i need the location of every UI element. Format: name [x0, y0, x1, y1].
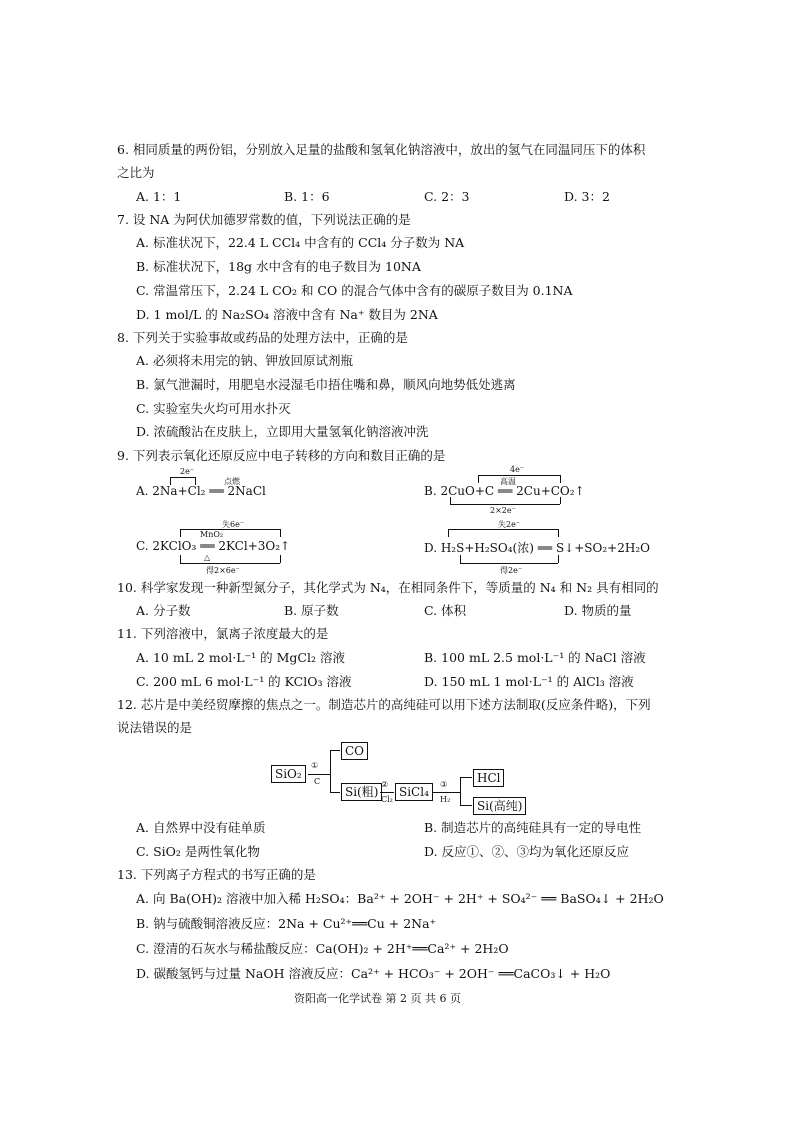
q6-option-d: D. 3：2: [564, 189, 610, 204]
q12-option-c: C. SiO₂ 是两性氧化物: [136, 844, 260, 859]
q9b-bottom-arrow: [450, 504, 560, 505]
q6-stem-line1: 6. 相同质量的两份铝，分别放入足量的盐酸和氢氧化钠溶液中，放出的氢气在同温同压下的体积: [117, 142, 646, 157]
q11-stem: 11. 下列溶液中，氯离子浓度最大的是: [117, 626, 329, 641]
q9c-top-left: [180, 529, 181, 537]
q9c-top-arrow: [180, 529, 280, 530]
q8-option-b: B. 氯气泄漏时，用肥皂水浸湿毛巾捂住嘴和鼻，顺风向地势低处逃离: [136, 377, 516, 392]
q9b-equation: B. 2CuO+C ══ 2Cu+CO₂↑: [424, 484, 585, 498]
flow-reagent-2: Cl₂: [381, 795, 393, 804]
q9c-bottom-right: [280, 555, 281, 563]
q9d-bottom-left: [460, 555, 461, 563]
q9d-top-right: [558, 529, 559, 537]
q12-stem-line1: 12. 芯片是中美经贸摩擦的焦点之一。制造芯片的高纯硅可以用下述方法制取(反应条件略)，下列: [117, 697, 651, 712]
flow-branch2-top: [460, 777, 472, 778]
q9d-top-left: [448, 529, 449, 537]
q12-option-b: B. 制造芯片的高纯硅具有一定的导电性: [424, 820, 642, 835]
q10-option-c: C. 体积: [424, 603, 467, 618]
q13-stem: 13. 下列离子方程式的书写正确的是: [117, 867, 316, 882]
q9d-top-arrow: [448, 529, 558, 530]
q7-option-b: B. 标准状况下，18g 水中含有的电子数目为 10NA: [136, 259, 421, 274]
q11-option-d: D. 150 mL 1 mol·L⁻¹ 的 AlCl₃ 溶液: [424, 674, 634, 689]
q9b-condition: 高温: [500, 477, 516, 486]
q7-option-c: C. 常温常压下，2.24 L CO₂ 和 CO 的混合气体中含有的碳原子数目为 0.1NA: [136, 283, 573, 298]
q9b-bottom-label: 2×2e⁻: [490, 506, 516, 515]
flow-arrow-1: [308, 774, 330, 775]
q13-option-c: C. 澄清的石灰水与稀盐酸反应：Ca(OH)₂ + 2H⁺══Ca²⁺ + 2H₂O: [136, 941, 509, 956]
flow-reagent-1: C: [314, 777, 321, 786]
q9c-bottom-arrow: [180, 563, 280, 564]
q9c-heat: △: [204, 553, 211, 562]
q10-stem: 10. 科学家发现一种新型氮分子，其化学式为 N₄，在相同条件下，等质量的 N₄ 和 N₂ 具有相同的: [117, 580, 659, 595]
q8-stem: 8. 下列关于实验事故或药品的处理方法中，正确的是: [117, 330, 408, 345]
flow-reagent-3: H₂: [440, 795, 451, 804]
q9a-equation: A. 2Na+Cl₂ ══ 2NaCl: [136, 484, 266, 498]
q6-stem-line2: 之比为: [117, 165, 155, 180]
q9-stem: 9. 下列表示氧化还原反应中电子转移的方向和数目正确的是: [117, 448, 446, 463]
flow-arrow-2: [380, 792, 394, 793]
q11-option-a: A. 10 mL 2 mol·L⁻¹ 的 MgCl₂ 溶液: [136, 650, 345, 665]
q13-option-a: A. 向 Ba(OH)₂ 溶液中加入稀 H₂SO₄：Ba²⁺ + 2OH⁻ + 2H⁺ + SO₄²⁻ ══ BaSO₄↓ + 2H₂O: [136, 891, 664, 906]
flow-branch2-vertical: [460, 777, 461, 805]
flow-box-sio2: SiO₂: [271, 765, 306, 783]
q9a-condition: 点燃: [224, 477, 240, 486]
q9c-catalyst: MnO₂: [200, 530, 224, 539]
q9a-arrow-line: [170, 477, 195, 478]
flow-branch-top: [330, 750, 340, 751]
q13-option-b: B. 钠与硫酸铜溶液反应：2Na + Cu²⁺══Cu + 2Na⁺: [136, 916, 437, 931]
q7-stem: 7. 设 NA 为阿伏加德罗常数的值，下列说法正确的是: [117, 212, 411, 227]
flow-step-2: ②: [381, 780, 389, 789]
flow-step-1: ①: [311, 761, 319, 770]
q6-option-c: C. 2：3: [424, 189, 470, 204]
flow-step-3: ③: [440, 780, 448, 789]
flow-branch-bottom: [330, 792, 340, 793]
q6-option-b: B. 1：6: [284, 189, 330, 204]
q13-option-d: D. 碳酸氢钙与过量 NaOH 溶液反应：Ca²⁺ + HCO₃⁻ + 2OH⁻ ══CaCO₃↓ + H₂O: [136, 966, 611, 981]
q10-option-d: D. 物质的量: [564, 603, 632, 618]
q7-option-d: D. 1 mol/L 的 Na₂SO₄ 溶液中含有 Na⁺ 数目为 2NA: [136, 307, 438, 322]
q9b-top-right: [560, 475, 561, 483]
q7-option-a: A. 标准状况下，22.4 L CCl₄ 中含有的 CCl₄ 分子数为 NA: [136, 235, 465, 250]
flow-box-co: CO: [341, 742, 368, 760]
q9c-top-right: [280, 529, 281, 537]
q9b-top-arrow: [478, 475, 560, 476]
q9b-top-left: [478, 475, 479, 483]
page-footer: 资阳高一化学试卷 第 2 页 共 6 页: [294, 992, 461, 1005]
q9c-bottom-left: [180, 555, 181, 563]
q12-option-a: A. 自然界中没有硅单质: [136, 820, 266, 835]
q11-option-b: B. 100 mL 2.5 mol·L⁻¹ 的 NaCl 溶液: [424, 650, 646, 665]
q9d-bottom-label: 得2e⁻: [500, 566, 523, 575]
q9c-bottom-label: 得2×6e⁻: [206, 566, 240, 575]
q6-option-a: A. 1：1: [136, 189, 182, 204]
flow-box-hcl: HCl: [473, 769, 504, 787]
q9d-bottom-right: [558, 555, 559, 563]
q9c-equation: C. 2KClO₃ ══ 2KCl+3O₂↑: [136, 539, 291, 553]
q10-option-a: A. 分子数: [136, 603, 191, 618]
flow-branch-vertical: [330, 750, 331, 792]
q9a-electron-label: 2e⁻: [180, 467, 195, 476]
q9b-electron-label: 4e⁻: [510, 465, 525, 474]
q12-stem-line2: 说法错误的是: [117, 720, 193, 735]
q10-option-b: B. 原子数: [284, 603, 339, 618]
q9d-top-label: 失2e⁻: [498, 520, 521, 529]
q9b-bottom-left: [450, 497, 451, 504]
flow-box-sicl4: SiCl₄: [395, 783, 433, 801]
flow-box-si-pure: Si(高纯): [473, 797, 526, 815]
q9d-bottom-arrow: [460, 563, 558, 564]
flow-box-si-crude: Si(粗): [341, 783, 382, 801]
flow-arrow-3: [433, 792, 460, 793]
q12-option-d: D. 反应①、②、③均为氧化还原反应: [424, 844, 630, 859]
flow-branch2-bottom: [460, 805, 472, 806]
q8-option-c: C. 实验室失火均可用水扑灭: [136, 401, 291, 416]
q9d-equation: D. H₂S+H₂SO₄(浓) ══ S↓+SO₂+2H₂O: [424, 541, 650, 555]
q9b-bottom-right: [560, 497, 561, 504]
q8-option-d: D. 浓硫酸沾在皮肤上，立即用大量氢氧化钠溶液冲洗: [136, 424, 429, 439]
q11-option-c: C. 200 mL 6 mol·L⁻¹ 的 KClO₃ 溶液: [136, 674, 352, 689]
q9c-top-label: 失6e⁻: [222, 520, 245, 529]
q8-option-a: A. 必须将未用完的钠、钾放回原试剂瓶: [136, 353, 353, 368]
